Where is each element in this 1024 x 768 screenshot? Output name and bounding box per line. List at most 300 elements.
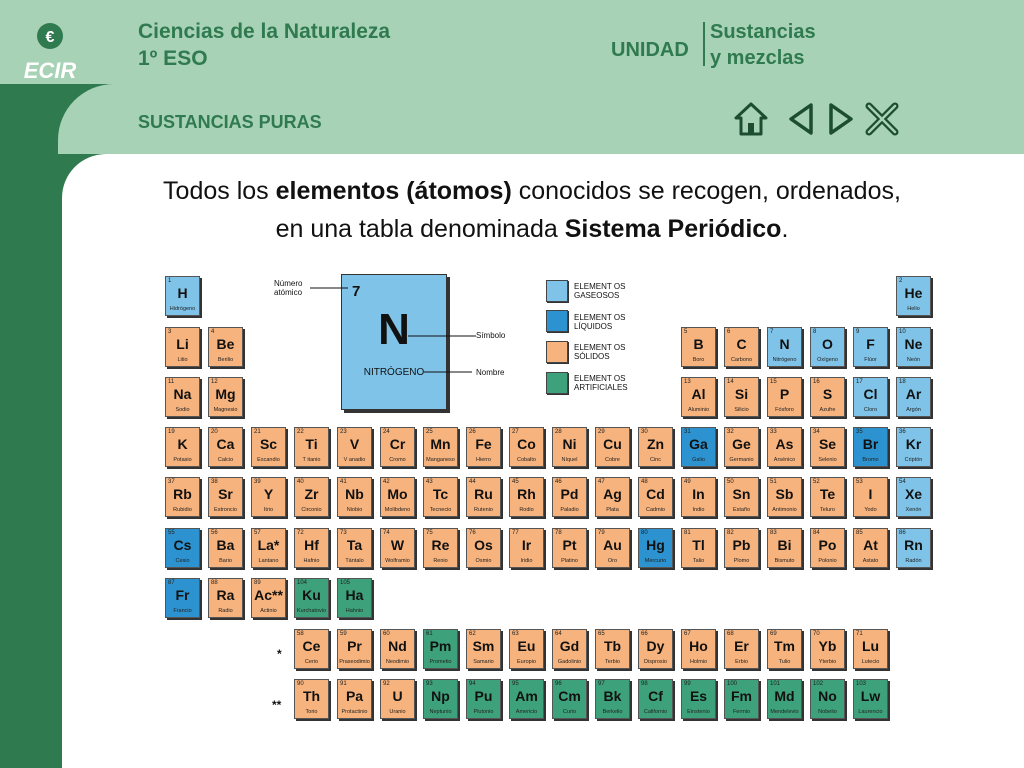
element-cell-ce	[294, 629, 329, 669]
element-symbol: Te	[819, 486, 836, 502]
element-symbol: Tm	[774, 638, 795, 654]
element-symbol: Pt	[562, 537, 577, 553]
element-cell-pd	[552, 477, 587, 517]
element-name: Bismuto	[774, 558, 795, 564]
atomic-number: 31	[684, 429, 691, 435]
atomic-number: 35	[856, 429, 863, 435]
element-symbol: Md	[774, 688, 795, 704]
close-x-icon[interactable]	[864, 101, 900, 142]
atomic-number: 39	[254, 479, 261, 485]
legend-text-artificial: ELEMENT OS ARTIFICIALES	[574, 374, 628, 392]
element-symbol: Sb	[775, 486, 794, 502]
element-symbol: Sn	[732, 486, 751, 502]
element-cell-pa	[337, 679, 372, 719]
element-cell-hg	[638, 528, 673, 568]
element-cell-cm	[552, 679, 587, 719]
actinide-marker: **	[272, 698, 282, 712]
element-name: Molibdeno	[384, 507, 411, 513]
element-name: Silicio	[734, 407, 749, 413]
atomic-number: 55	[168, 530, 175, 536]
element-cell-ir	[509, 528, 544, 568]
element-symbol: Lw	[860, 688, 881, 704]
element-name: Francio	[173, 608, 192, 614]
element-symbol: Be	[216, 336, 235, 352]
element-symbol: Pa	[345, 688, 364, 704]
element-symbol: Cm	[558, 688, 581, 704]
intro-part1: Todos los	[163, 177, 276, 205]
element-cell-sn	[724, 477, 759, 517]
intro-bold2: Sistema Periódico	[564, 215, 782, 243]
element-symbol: Tl	[692, 537, 705, 553]
element-name: Hahnio	[345, 608, 364, 614]
legend-text-gas: ELEMENT OS GASEOSOS	[574, 282, 626, 300]
element-symbol: Sr	[218, 486, 233, 502]
element-symbol: V	[349, 436, 360, 452]
element-cell-si	[724, 377, 759, 417]
atomic-number: 22	[297, 429, 304, 435]
element-name: Prometio	[429, 659, 452, 665]
atomic-number: 58	[297, 631, 304, 637]
element-cell-cf	[638, 679, 673, 719]
intro-part2: conocidos se recogen, ordenados,	[511, 177, 901, 205]
element-symbol: Cl	[863, 386, 878, 402]
element-symbol: Lu	[861, 638, 880, 654]
element-name: Circonio	[301, 507, 322, 513]
element-symbol: Sm	[472, 638, 495, 654]
element-cell-as	[767, 427, 802, 467]
element-symbol: N	[779, 336, 790, 352]
atomic-number: 26	[469, 429, 476, 435]
element-symbol: Cd	[646, 486, 665, 502]
atomic-number: 17	[856, 379, 863, 385]
element-cell-h	[165, 276, 200, 316]
intro-line-2	[92, 210, 972, 248]
element-symbol: Np	[431, 688, 450, 704]
element-name: Aluminio	[687, 407, 710, 413]
element-cell-ga	[681, 427, 716, 467]
element-cell-tl	[681, 528, 716, 568]
element-name: Escandio	[257, 457, 280, 463]
atomic-number: 14	[727, 379, 734, 385]
element-cell-te	[810, 477, 845, 517]
element-symbol: Yb	[818, 638, 837, 654]
element-symbol: Si	[734, 386, 749, 402]
element-symbol: As	[775, 436, 794, 452]
element-name: V anadio	[343, 457, 366, 463]
element-cell-i	[853, 477, 888, 517]
element-symbol: Kr	[905, 436, 922, 452]
atomic-number: 68	[727, 631, 734, 637]
element-symbol: Ca	[216, 436, 235, 452]
element-symbol: Cu	[603, 436, 622, 452]
element-cell-th	[294, 679, 329, 719]
element-cell-tm	[767, 629, 802, 669]
element-cell-o	[810, 327, 845, 367]
atomic-number: 11	[168, 379, 175, 385]
atomic-number: 86	[899, 530, 906, 536]
element-symbol: W	[390, 537, 405, 553]
atomic-number: 105	[340, 580, 351, 586]
element-cell-cr	[380, 427, 415, 467]
atomic-number: 89	[254, 580, 261, 586]
element-name: Cobre	[605, 457, 620, 463]
atomic-number: 59	[340, 631, 347, 637]
triangle-left-icon[interactable]	[785, 101, 817, 142]
element-cell-fr	[165, 578, 200, 618]
legend-swatch-gas	[546, 280, 568, 302]
atomic-number: 90	[297, 681, 304, 687]
element-cell-zr	[294, 477, 329, 517]
element-symbol: In	[692, 486, 705, 502]
element-cell-in	[681, 477, 716, 517]
element-cell-er	[724, 629, 759, 669]
atomic-number: 73	[340, 530, 347, 536]
element-symbol: I	[868, 486, 873, 502]
element-symbol: Au	[603, 537, 622, 553]
atomic-number: 95	[512, 681, 519, 687]
element-name: T itanio	[302, 457, 321, 463]
element-name: Indio	[692, 507, 705, 513]
element-cell-gd	[552, 629, 587, 669]
element-cell-yb	[810, 629, 845, 669]
element-cell-sc	[251, 427, 286, 467]
element-symbol: P	[779, 386, 790, 402]
element-cell-rb	[165, 477, 200, 517]
element-cell-w	[380, 528, 415, 568]
atomic-number: 104	[297, 580, 308, 586]
element-name: Gadolinio	[557, 659, 582, 665]
atomic-number: 101	[770, 681, 781, 687]
element-cell-na	[165, 377, 200, 417]
element-cell-hf	[294, 528, 329, 568]
element-symbol: Fr	[175, 587, 190, 603]
element-cell-pu	[466, 679, 501, 719]
element-cell-mo	[380, 477, 415, 517]
element-name: Kurchatovio	[296, 608, 327, 614]
element-name: Teluro	[820, 507, 835, 513]
atomic-number: 23	[340, 429, 347, 435]
element-name: Neodimio	[385, 659, 410, 665]
element-name: Boro	[692, 357, 705, 363]
element-name: Argón	[906, 407, 921, 413]
element-name: Neón	[906, 357, 921, 363]
atomic-number: 42	[383, 479, 390, 485]
element-symbol: Mo	[387, 486, 408, 502]
legend-swatch-liquid	[546, 310, 568, 332]
element-symbol: Nd	[388, 638, 407, 654]
element-name: Laurencio	[858, 709, 883, 715]
atomic-number: 41	[340, 479, 347, 485]
element-name: Rubidio	[173, 507, 192, 513]
unidad-label: UNIDAD	[611, 39, 689, 61]
element-symbol: Er	[734, 638, 749, 654]
atomic-number: 8	[813, 329, 817, 335]
atomic-number: 13	[684, 379, 691, 385]
element-cell-cd	[638, 477, 673, 517]
element-name: Itrio	[263, 507, 274, 513]
element-name: Selenio	[818, 457, 837, 463]
element-symbol: U	[392, 688, 403, 704]
element-symbol: Ba	[216, 537, 235, 553]
element-name: Carbono	[730, 357, 753, 363]
atomic-number: 50	[727, 479, 734, 485]
atomic-number: 91	[340, 681, 347, 687]
atomic-number: 57	[254, 530, 261, 536]
element-name: Cadmio	[646, 507, 665, 513]
legend-swatch-artificial	[546, 372, 568, 394]
element-name: Tulio	[778, 659, 791, 665]
element-symbol: K	[177, 436, 188, 452]
example-symbol: N	[378, 305, 410, 354]
atomic-number: 45	[512, 479, 519, 485]
element-cell-al	[681, 377, 716, 417]
element-symbol: Br	[862, 436, 879, 452]
element-name: Radio	[218, 608, 233, 614]
element-cell-nb	[337, 477, 372, 517]
atomic-number: 92	[383, 681, 390, 687]
atomic-number: 15	[770, 379, 777, 385]
element-name: Yterbio	[818, 659, 837, 665]
element-name: Oxígeno	[817, 357, 838, 363]
atomic-number: 51	[770, 479, 777, 485]
element-symbol: F	[866, 336, 875, 352]
element-symbol: Ku	[302, 587, 321, 603]
atomic-number: 18	[899, 379, 906, 385]
element-name: Hierro	[476, 457, 491, 463]
element-symbol: Zn	[646, 436, 665, 452]
element-cell-ta	[337, 528, 372, 568]
element-cell-mg	[208, 377, 243, 417]
element-cell-fm	[724, 679, 759, 719]
element-name: Antimonio	[772, 507, 797, 513]
pointer-symbol	[408, 330, 478, 342]
element-symbol: S	[822, 386, 833, 402]
element-symbol: Al	[691, 386, 706, 402]
element-cell-ho	[681, 629, 716, 669]
atomic-number: 25	[426, 429, 433, 435]
element-symbol: Bi	[777, 537, 792, 553]
element-cell-la	[251, 528, 286, 568]
element-name: Mendelevio	[770, 709, 799, 715]
element-name: Erbio	[735, 659, 748, 665]
element-symbol: Ni	[562, 436, 577, 452]
element-name: Hidrógeno	[169, 306, 196, 312]
atomic-number: 38	[211, 479, 218, 485]
element-name: Fósforo	[775, 407, 794, 413]
element-name: Lantano	[258, 558, 279, 564]
element-symbol: Co	[517, 436, 536, 452]
atomic-number: 77	[512, 530, 519, 536]
label-atomic-number: Número atómico	[274, 279, 303, 297]
element-symbol: At	[863, 537, 878, 553]
element-cell-pt	[552, 528, 587, 568]
element-symbol: Li	[176, 336, 189, 352]
element-symbol: Fm	[731, 688, 752, 704]
element-symbol: Mn	[430, 436, 451, 452]
element-name: Renio	[433, 558, 448, 564]
atomic-number: 16	[813, 379, 820, 385]
element-cell-u	[380, 679, 415, 719]
element-cell-ca	[208, 427, 243, 467]
element-name: Osmio	[475, 558, 492, 564]
atomic-number: 20	[211, 429, 218, 435]
element-symbol: Ti	[305, 436, 318, 452]
element-symbol: Pu	[474, 688, 493, 704]
element-cell-os	[466, 528, 501, 568]
element-symbol: C	[736, 336, 747, 352]
element-cell-sr	[208, 477, 243, 517]
atomic-number: 54	[899, 479, 906, 485]
element-symbol: He	[904, 285, 923, 301]
element-name: Bromo	[862, 457, 879, 463]
atomic-number: 46	[555, 479, 562, 485]
element-cell-rn	[896, 528, 931, 568]
atomic-number: 49	[684, 479, 691, 485]
atomic-number: 1	[168, 278, 172, 284]
element-cell-ni	[552, 427, 587, 467]
atomic-number: 52	[813, 479, 820, 485]
atomic-number: 71	[856, 631, 863, 637]
element-name: Berkelio	[602, 709, 623, 715]
atomic-number: 82	[727, 530, 734, 536]
element-symbol: B	[693, 336, 704, 352]
element-symbol: Rb	[173, 486, 192, 502]
element-name: Hafnio	[303, 558, 320, 564]
atomic-number: 6	[727, 329, 731, 335]
element-symbol: Pr	[347, 638, 362, 654]
intro-text	[92, 172, 972, 248]
element-symbol: Eu	[517, 638, 536, 654]
unit-title-line1: Sustancias	[710, 21, 816, 43]
element-name: Europio	[517, 659, 536, 665]
atomic-number: 36	[899, 429, 906, 435]
atomic-number: 84	[813, 530, 820, 536]
atomic-number: 96	[555, 681, 562, 687]
element-name: Talio	[692, 558, 705, 564]
atomic-number: 69	[770, 631, 777, 637]
element-cell-pr	[337, 629, 372, 669]
atomic-number: 65	[598, 631, 605, 637]
element-name: Galio	[692, 457, 705, 463]
element-cell-at	[853, 528, 888, 568]
element-symbol: Ga	[689, 436, 708, 452]
element-name: Samario	[473, 659, 494, 665]
atomic-number: 60	[383, 631, 390, 637]
element-cell-n	[767, 327, 802, 367]
element-symbol: Ra	[216, 587, 235, 603]
atomic-number: 63	[512, 631, 519, 637]
element-name: Platino	[561, 558, 578, 564]
element-cell-he	[896, 276, 931, 316]
triangle-right-icon[interactable]	[825, 101, 857, 142]
ecir-logo	[12, 20, 90, 82]
element-cell-no	[810, 679, 845, 719]
element-symbol: Se	[818, 436, 837, 452]
atomic-number: 94	[469, 681, 476, 687]
element-name: Rutenio	[474, 507, 493, 513]
element-name: Iridio	[520, 558, 533, 564]
atomic-number: 21	[254, 429, 261, 435]
element-name: Cesio	[175, 558, 190, 564]
element-name: Cinc	[649, 457, 661, 463]
element-symbol: Ta	[346, 537, 363, 553]
intro-part4: .	[781, 215, 789, 243]
atomic-number: 85	[856, 530, 863, 536]
element-symbol: Tc	[432, 486, 449, 502]
element-cell-bi	[767, 528, 802, 568]
element-name: Polonio	[818, 558, 837, 564]
element-cell-ar	[896, 377, 931, 417]
pointer-name	[424, 366, 474, 378]
element-cell-ge	[724, 427, 759, 467]
element-symbol: Ir	[521, 537, 532, 553]
element-name: Lutecio	[861, 659, 880, 665]
element-name: Cromo	[389, 457, 406, 463]
element-symbol: Ru	[474, 486, 493, 502]
element-name: Oro	[607, 558, 618, 564]
element-name: Berilio	[217, 357, 234, 363]
unit-title-line2: y mezclas	[710, 47, 805, 69]
element-cell-re	[423, 528, 458, 568]
element-cell-eu	[509, 629, 544, 669]
atomic-number: 98	[641, 681, 648, 687]
example-element-cell	[341, 274, 447, 410]
element-symbol: Tb	[603, 638, 622, 654]
element-name: Plata	[606, 507, 619, 513]
element-symbol: Nb	[345, 486, 364, 502]
element-name: Nitrógeno	[772, 357, 797, 363]
label-symbol: Símbolo	[476, 331, 506, 340]
element-symbol: Cr	[389, 436, 406, 452]
atomic-number: 9	[856, 329, 860, 335]
element-name: Estaño	[732, 507, 751, 513]
element-symbol: Ce	[302, 638, 321, 654]
element-cell-fe	[466, 427, 501, 467]
element-name: Yodo	[864, 507, 877, 513]
section-title: SUSTANCIAS PURAS	[138, 112, 322, 132]
element-name: Uranio	[389, 709, 406, 715]
element-symbol: Ag	[603, 486, 622, 502]
element-cell-nd	[380, 629, 415, 669]
element-name: Americio	[515, 709, 538, 715]
element-cell-xe	[896, 477, 931, 517]
element-name: Neptunio	[429, 709, 452, 715]
element-cell-ac	[251, 578, 286, 618]
element-symbol: Ac**	[254, 587, 283, 603]
atomic-number: 48	[641, 479, 648, 485]
atomic-number: 75	[426, 530, 433, 536]
element-name: Germanio	[729, 457, 754, 463]
element-cell-ag	[595, 477, 630, 517]
atomic-number: 87	[168, 580, 175, 586]
element-symbol: Am	[515, 688, 538, 704]
atomic-number: 19	[168, 429, 175, 435]
element-name: Cerio	[304, 659, 319, 665]
element-cell-lu	[853, 629, 888, 669]
home-icon[interactable]	[733, 101, 769, 142]
element-cell-ne	[896, 327, 931, 367]
element-name: Calcio	[217, 457, 234, 463]
element-cell-p	[767, 377, 802, 417]
element-cell-v	[337, 427, 372, 467]
element-cell-s	[810, 377, 845, 417]
element-name: Disprosio	[644, 659, 667, 665]
element-cell-ba	[208, 528, 243, 568]
intro-bold1: elementos (átomos)	[275, 177, 512, 205]
element-cell-po	[810, 528, 845, 568]
element-name: Actinio	[260, 608, 277, 614]
element-symbol: Y	[263, 486, 274, 502]
